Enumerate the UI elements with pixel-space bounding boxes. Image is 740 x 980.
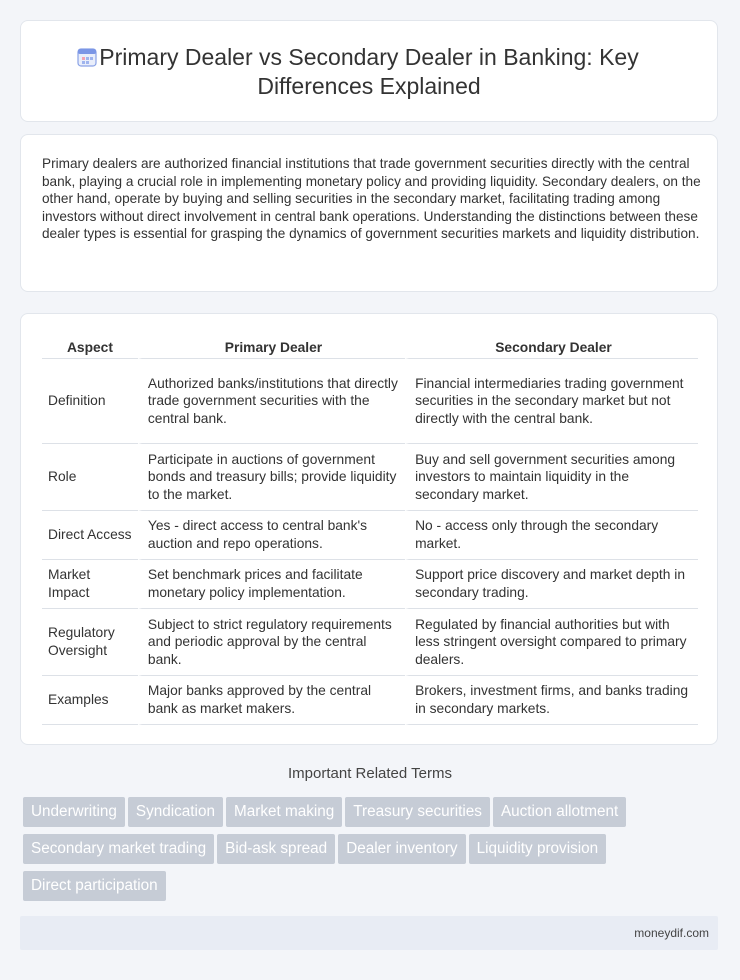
row-secondary: Support price discovery and market depth in secondary trading. [405, 560, 698, 609]
related-term-tag[interactable]: Auction allotment [493, 797, 626, 827]
intro-paragraph: Primary dealers are authorized financial institutions that trade government securities directly with the central bank, playing a crucial role in implementing monetary policy and providing liquidity. Secondary dealers, on the other hand, operate by buying and selling securities in the secondary market, facilitating trading among investors without direct involvement in central bank operations. Understanding the distinctions between these dealer types is essential for grasping the dynamics of government securities markets and liquidity distribution. [42, 156, 701, 242]
related-term-tag[interactable]: Secondary market trading [23, 834, 214, 864]
row-primary: Participate in auctions of government bonds and treasury bills; provide liquidity to the market. [138, 444, 405, 511]
table-row [42, 444, 698, 511]
row-secondary: Financial intermediaries trading government securities in the secondary market but not directly with the central bank. [405, 359, 698, 444]
row-secondary: Brokers, investment firms, and banks trading in secondary markets. [405, 676, 698, 725]
row-aspect: Regulatory Oversight [42, 609, 138, 676]
title-card [20, 20, 718, 122]
related-terms-list [23, 797, 703, 908]
row-aspect: Examples [42, 676, 138, 725]
related-term-tag[interactable]: Bid-ask spread [217, 834, 335, 864]
site-credit[interactable]: moneydif.com [634, 926, 709, 940]
related-term-tag[interactable]: Underwriting [23, 797, 125, 827]
related-term-tag[interactable]: Liquidity provision [469, 834, 607, 864]
related-term-tag[interactable]: Syndication [128, 797, 223, 827]
page-title: Primary Dealer vs Secondary Dealer in Banking: Key Differences Explained [99, 44, 639, 99]
table-row [42, 511, 698, 560]
row-primary: Yes - direct access to central bank's auction and repo operations. [138, 511, 405, 560]
row-aspect: Definition [42, 359, 138, 444]
row-secondary: Buy and sell government securities among investors to maintain liquidity in the secondary market. [405, 444, 698, 511]
related-term-tag[interactable]: Market making [226, 797, 342, 827]
footer [20, 916, 718, 950]
row-primary: Subject to strict regulatory requirements and periodic approval by the central bank. [138, 609, 405, 676]
table-row [42, 359, 698, 444]
row-aspect: Direct Access [42, 511, 138, 560]
table-row [42, 609, 698, 676]
table-row [42, 560, 698, 609]
row-aspect: Market Impact [42, 560, 138, 609]
related-term-tag[interactable]: Direct participation [23, 871, 166, 901]
row-primary: Set benchmark prices and facilitate monetary policy implementation. [138, 560, 405, 609]
column-header-aspect: Aspect [42, 336, 138, 359]
row-primary: Authorized banks/institutions that directly trade government securities with the central bank. [138, 359, 405, 444]
row-aspect: Role [42, 444, 138, 511]
row-secondary: No - access only through the secondary market. [405, 511, 698, 560]
row-secondary: Regulated by financial authorities but with less stringent oversight compared to primary dealers. [405, 609, 698, 676]
related-term-tag[interactable]: Treasury securities [345, 797, 490, 827]
comparison-table [42, 336, 698, 725]
row-primary: Major banks approved by the central bank as market makers. [138, 676, 405, 725]
related-term-tag[interactable]: Dealer inventory [338, 834, 465, 864]
column-header-primary: Primary Dealer [138, 336, 405, 359]
table-header-row [42, 336, 698, 359]
related-terms-heading: Important Related Terms [288, 765, 452, 782]
intro-card [20, 134, 718, 292]
comparison-card [20, 313, 718, 745]
table-row [42, 676, 698, 725]
column-header-secondary: Secondary Dealer [405, 336, 698, 359]
